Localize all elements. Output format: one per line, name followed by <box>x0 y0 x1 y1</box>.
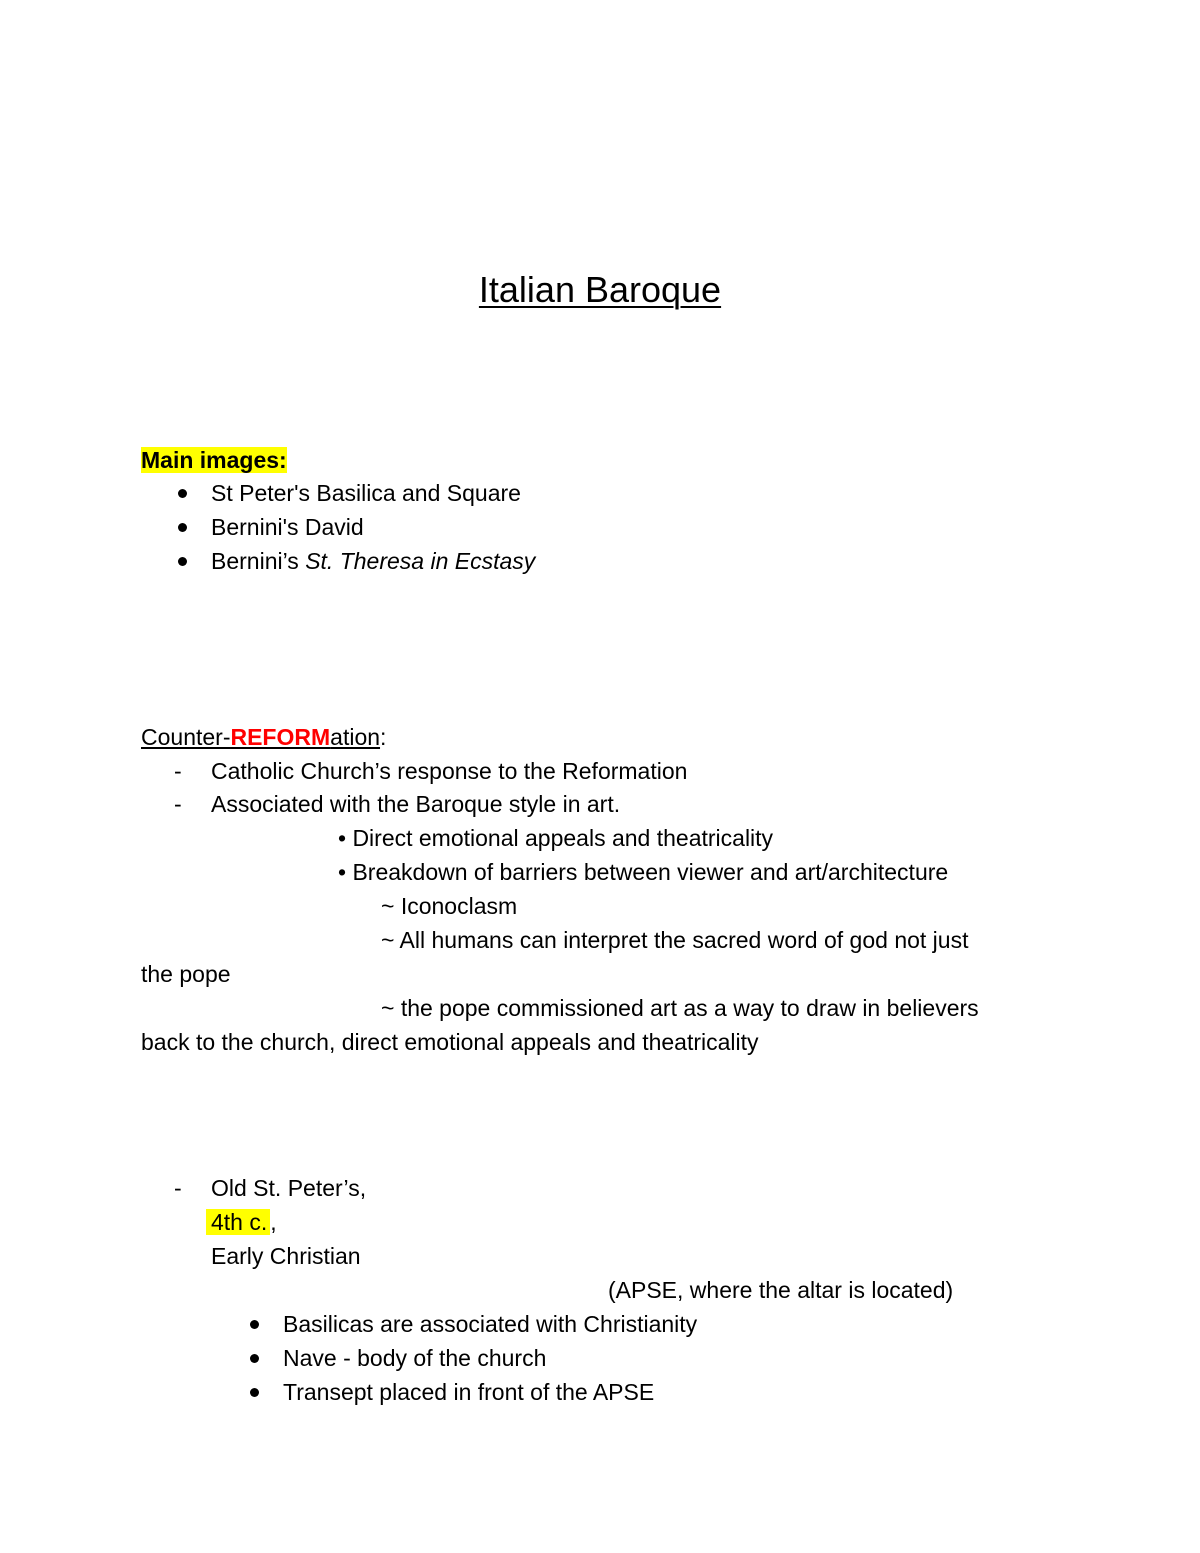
old-st-peters-title: Old St. Peter’s, <box>211 1175 367 1201</box>
tilde-item-pope-commissioned-cont: back to the church, direct emotional appeals and theatricality <box>141 1029 759 1055</box>
dash-marker: - <box>174 791 182 817</box>
basilica-bullet-2: Nave - body of the church <box>283 1345 547 1371</box>
main-images-heading <box>141 447 287 473</box>
dash-marker: - <box>174 1175 182 1201</box>
heading-red-part: REFORM <box>230 724 331 750</box>
main-images-item-3-prefix: Bernini’s <box>211 548 306 574</box>
page-title: Italian Baroque <box>478 269 722 310</box>
main-images-heading-text: Main images: <box>141 447 287 473</box>
bullet-icon <box>250 1354 259 1363</box>
apse-note: (APSE, where the altar is located) <box>608 1277 954 1303</box>
bullet-icon <box>178 523 187 532</box>
main-images-item-2: Bernini's David <box>211 514 364 540</box>
bullet-icon <box>178 557 187 566</box>
basilica-bullet-3: Transept placed in front of the APSE <box>283 1379 655 1405</box>
bullet-icon <box>178 489 187 498</box>
counter-reformation-item-1: Catholic Church’s response to the Reformation <box>211 758 688 784</box>
heading-part-2: ation <box>330 724 381 750</box>
counter-reformation-item-2: Associated with the Baroque style in art. <box>211 791 621 817</box>
counter-reformation-heading <box>141 724 386 750</box>
basilica-bullet-1: Basilicas are associated with Christianity <box>283 1311 698 1337</box>
style-line: Early Christian <box>211 1243 361 1269</box>
heading-part-1: Counter- <box>141 724 231 750</box>
century-line <box>206 1209 277 1235</box>
main-images-item-3-italic: St. Theresa in Ecstasy <box>305 548 536 574</box>
bullet-icon <box>250 1388 259 1397</box>
sub-item-breakdown-barriers: • Breakdown of barriers between viewer and art/architecture <box>338 859 949 885</box>
century-highlight: 4th c. <box>206 1209 270 1235</box>
sub-item-emotional-appeals: • Direct emotional appeals and theatricality <box>338 825 774 851</box>
dash-marker: - <box>174 758 182 784</box>
heading-colon: : <box>380 724 387 750</box>
counter-reformation-heading-underlined <box>141 724 380 750</box>
tilde-item-all-humans-cont: the pope <box>141 961 231 987</box>
tilde-item-pope-commissioned: ~ the pope commissioned art as a way to draw in believers <box>381 995 979 1021</box>
century-suffix: , <box>270 1209 277 1235</box>
tilde-item-iconoclasm: ~ Iconoclasm <box>381 893 518 919</box>
main-images-item-1: St Peter's Basilica and Square <box>211 480 521 506</box>
main-images-item-3 <box>211 548 535 574</box>
tilde-item-all-humans: ~ All humans can interpret the sacred word of god not just <box>381 927 969 953</box>
bullet-icon <box>250 1320 259 1329</box>
